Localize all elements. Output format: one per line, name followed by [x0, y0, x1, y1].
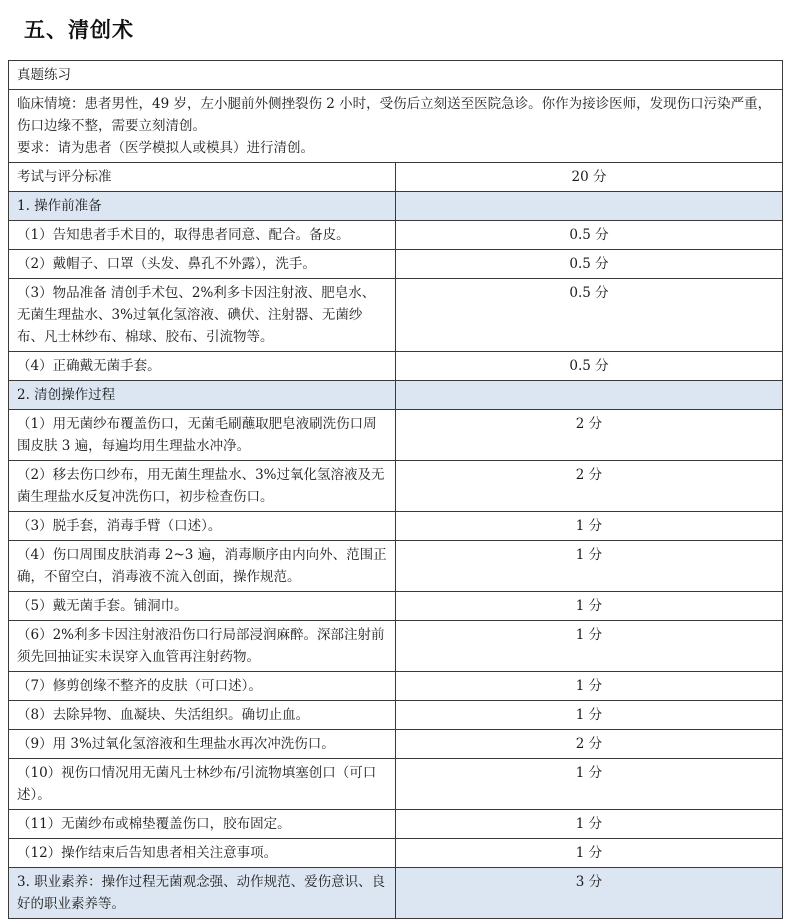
item-text: （9）用 3%过氧化氢溶液和生理盐水再次冲洗伤口。 — [9, 730, 396, 759]
item-points: 1 分 — [396, 701, 783, 730]
item-text: （7）修剪创缘不整齐的皮肤（可口述）。 — [9, 672, 396, 701]
item-text: （4）正确戴无菌手套。 — [9, 352, 396, 381]
table-row — [9, 810, 783, 839]
section-points — [396, 192, 783, 221]
final-section-text: 3. 职业素养：操作过程无菌观念强、动作规范、爱伤意识、良好的职业素养等。 — [9, 868, 396, 919]
item-points: 0.5 分 — [396, 279, 783, 352]
item-points: 1 分 — [396, 621, 783, 672]
item-text: （5）戴无菌手套。铺洞巾。 — [9, 592, 396, 621]
table-row — [9, 512, 783, 541]
scenario-cell — [9, 90, 783, 163]
item-points: 0.5 分 — [396, 221, 783, 250]
table-row — [9, 672, 783, 701]
item-text: （1）用无菌纱布覆盖伤口，无菌毛刷蘸取肥皂液刷洗伤口周围皮肤 3 遍，每遍均用生理盐水冲净。 — [9, 410, 396, 461]
scenario-row — [9, 90, 783, 163]
table-row — [9, 410, 783, 461]
final-section-points: 3 分 — [396, 868, 783, 919]
item-points: 1 分 — [396, 512, 783, 541]
section-title: 2. 清创操作过程 — [9, 381, 396, 410]
scenario-text: 临床情境：患者男性，49 岁，左小腿前外侧挫裂伤 2 小时，受伤后立刻送至医院急诊。你作为接诊医师，发现伤口污染严重，伤口边缘不整，需要立刻清创。 — [17, 96, 772, 134]
item-text: （10）视伤口情况用无菌凡士林纱布/引流物填塞创口（可口述）。 — [9, 759, 396, 810]
requirement-text: 要求：请为患者（医学模拟人或模具）进行清创。 — [17, 140, 314, 156]
table-row — [9, 621, 783, 672]
item-text: （8）去除异物、血凝块、失活组织。确切止血。 — [9, 701, 396, 730]
table-row — [9, 221, 783, 250]
table-row — [9, 701, 783, 730]
item-points: 1 分 — [396, 810, 783, 839]
item-text: （6）2%利多卡因注射液沿伤口行局部浸润麻醉。深部注射前须先回抽证实未误穿入血管再注射药物。 — [9, 621, 396, 672]
item-points: 1 分 — [396, 672, 783, 701]
item-text: （12）操作结束后告知患者相关注意事项。 — [9, 839, 396, 868]
table-row — [9, 352, 783, 381]
scoring-table — [8, 60, 783, 919]
page-title: 五、清创术 — [24, 18, 134, 42]
table-row — [9, 279, 783, 352]
table-row — [9, 592, 783, 621]
item-points: 1 分 — [396, 839, 783, 868]
practice-row — [9, 61, 783, 90]
item-points: 2 分 — [396, 410, 783, 461]
item-points: 2 分 — [396, 730, 783, 759]
section-header — [9, 381, 783, 410]
criteria-header-label: 考试与评分标准 — [9, 163, 396, 192]
table-row — [9, 461, 783, 512]
table-row — [9, 839, 783, 868]
table-row — [9, 759, 783, 810]
item-points: 1 分 — [396, 541, 783, 592]
practice-label: 真题练习 — [9, 61, 783, 90]
item-points: 0.5 分 — [396, 250, 783, 279]
item-points: 0.5 分 — [396, 352, 783, 381]
section-title: 1. 操作前准备 — [9, 192, 396, 221]
table-row — [9, 730, 783, 759]
item-points: 2 分 — [396, 461, 783, 512]
section-header — [9, 192, 783, 221]
final-section-row — [9, 868, 783, 919]
item-text: （2）移去伤口纱布，用无菌生理盐水、3%过氧化氢溶液及无菌生理盐水反复冲洗伤口，初步检查伤口。 — [9, 461, 396, 512]
item-text: （3）脱手套，消毒手臂（口述）。 — [9, 512, 396, 541]
criteria-header-points: 20 分 — [396, 163, 783, 192]
item-text: （3）物品准备 清创手术包、2%利多卡因注射液、肥皂水、无菌生理盐水、3%过氧化氢溶液、碘伏、注射器、无菌纱布、凡士林纱布、棉球、胶布、引流物等。 — [9, 279, 396, 352]
item-text: （11）无菌纱布或棉垫覆盖伤口，胶布固定。 — [9, 810, 396, 839]
criteria-header-row — [9, 163, 783, 192]
item-points: 1 分 — [396, 592, 783, 621]
section-points — [396, 381, 783, 410]
item-text: （1）告知患者手术目的，取得患者同意、配合。备皮。 — [9, 221, 396, 250]
item-text: （4）伤口周围皮肤消毒 2~3 遍，消毒顺序由内向外、范围正确，不留空白，消毒液不流入创面，操作规范。 — [9, 541, 396, 592]
item-text: （2）戴帽子、口罩（头发、鼻孔不外露），洗手。 — [9, 250, 396, 279]
item-points: 1 分 — [396, 759, 783, 810]
table-row — [9, 250, 783, 279]
table-row — [9, 541, 783, 592]
